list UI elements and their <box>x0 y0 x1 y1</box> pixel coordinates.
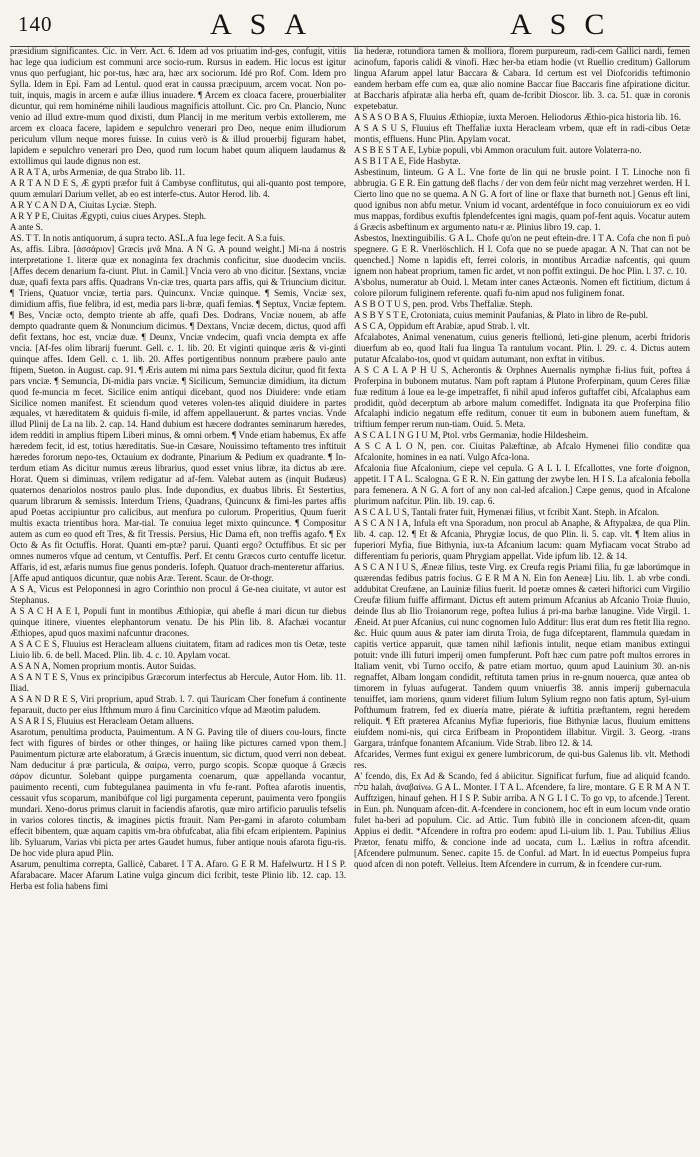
dictionary-entry: Asarum, penultima correpta, Gallicè, Cabaret. I T A. Afaro. G E R M. Hafelwurtz. H I S P. Afarabacare. Macer Afarum Latine vulga gincum dici fcribit, teste Plinio lib. 12. cap. 13. Herba est folia habens fimi <box>10 858 346 891</box>
dictionary-entry: Asbestos, Inextinguibilis. G A L. Chofe qu'on ne peut eftein-dre. I T A. Cofa che non fi può spegnere. G E R. Vnerlöschlich. H I. Cofa que no se puede apagar. A N. That can not be quenched.] Nome n lapidis eft, ferrei coloris, in montibus Arcadiæ nafcentis, qui quum ignem non habeat proprium, tamen fic ardet, vt non poffit extingui. De hoc Plin. l. 37. c. 10. <box>354 232 690 276</box>
dictionary-entry: A R A T A, urbs Armeniæ, de qua Strabo lib. 11. <box>10 166 185 177</box>
dictionary-entry: Asarotum, penultima producta, Pauimentum. A N G. Paving tile of diuers cou-lours, fincte fect with figures of birdes or other thinges, or haiing like pictures carned vpon them.] Pauimentum picturæ arte elaboratum, á Græcis inuentum, sic dictum, quod verri non debeat. Nam deducitur á præ particula, & σαίρω, verro, purgo scopis. Scopæ quoque á Græcis σάρον dicuntur. Solebant quippe purgamenta coenarum, quæ appellanda vocantur, pauimento recenti, cum fubtegulanea pauimenta in vfu fe-rant. Poftea afarotis inuentis, cessauit vfus scoparum, manibúfque col ligi purgamenta ceperunt, pauimenta vero fpongiis mundari. Xeno-dorus primus claruit in faciendis afarotis, quæ miro artificio paruulis tefselis in varios colores tinctis, & imagines pictis ftrauit. Nam Per-gami in afaroto columbam effecit bibentem, quæ aquam capitis vm-bra obfufcabat, alia fibi efcam eripientem. Papinius lib. Syluarum, Varias vbi picta per artes Gaudet humus, fuber antique nouis afarota figu-ris. De hoc vide plura apud Plin. <box>10 727 346 858</box>
right-column <box>354 46 690 1151</box>
left-column <box>10 46 346 1151</box>
dictionary-entry: A S A N D R E S, Viri proprium, apud Strab. l. 7. qui Tauricam Cher fonefum á continente feparauit, ducto per eius Ifthmum muro á finu Carcinitico vfque ad Mæotim paludem. <box>10 694 346 716</box>
dictionary-entry: A'sbolus, numeratur ab Ouid. l. Metam inter canes Actæonis. Nomen eft fictitium, dictum á colore pilorum fuliginem referente. quafi fu-nim apud nos fuliginem fonat. <box>354 276 690 298</box>
dictionary-entry: lia hederæ, rotundiora tamen & molliora, florem purpureum, radi-cem Gallici nardi, femen acinofum, faporis calidi & vinofi. Hæc her-ba etiam hodie (vt Ruellio creditum) Gallorum lingua Afarum appel latur Baccara & Cabara. Id certum est vel Diofcoridis teftimonio eandem herbam effe cum ea, quæ alio nomine Baccar fiue Baccaris fine afpiratione dicitur. at Baccharis afpiratæ alia herba eft, quam de-fcribit Dioscor. lib. 3. ca. 51. quæ in coronis expetebatur. <box>354 46 690 111</box>
dictionary-entry: A S A C H A E I, Populi funt in montibus Æthiopiæ, qui abefle á mari dicun tur diebus quinque itinere, viuentes elephantorum venatu. De his Plin lib. 8. Afachæi vocantur Æthiopes, apud quos maximi nafcuntur dracones. <box>10 606 346 639</box>
dictionary-entry: [Affe apud antiquos dicuntur, quæ nobis Aræ. Terent. Scaur. de Or-thogr. <box>10 573 274 584</box>
running-head-right: ASC <box>510 8 623 41</box>
dictionary-entry: As, affis. Libra. [ἀσσάριον] Græcis μνᾶ Mna. A N G. A pound weight.] Mi-na á nostris interpretatione 1. literæ quæ ex nonaginta fex drachmis conficitur, siue duodecim vnciis. [Affes decem denarium fa-ciunt. Plut. in Camil.] Vncia vero ab vno dicitur. [Sextans, vnciæ duæ, quafi fexta pars affis. Quadrans Vn-ciæ tres, quarta pars affis, qui & Triuncium dicitur. ¶ Triens, Quatuor vnciæ, tertia pars. Quincunx. Vnciæ quinque. ¶ Semis, Vnciæ sex, dimidium affis, fiue felibra, id est, media pars li-bræ, quafi femias. ¶ Septux, Vnciæ feptem. ¶ Bes, Vnciæ octo, dempto triente ab affe, quafi Des. Dodrans, Vnciæ nouem, ab affe dempto quadrante quem & Nonuncium dicimus. ¶ Dextans, Vnciæ decem, dictus, quod affi defit fextans, hoc est, vnciæ duæ. ¶ Deunx, Vnciæ vndecim, quafi vncia dempta ex affe vncia. [Af-fes olim librarij fuerunt. Gell. c. 1. lib. 20. Et viginti quinque æris & vi-ginti quinque affes. Idem Gell. c. 1. lib. 20. Affes portigentibus nonnum præbere paulo ante ftipem, Sueton. in August. cap. 91. ¶ Æris autem mi nima pars Sextula dicitur, quod fit fexta pars vnciæ. ¶ Semuncia, Di-midia pars vnciæ. ¶ Sicilicum, Semunciæ dimidium, ita dictum quod fe-muncia m fecet. Sicilice enim antiqui dicebant, quod nos Diuidere: vnde etiam Sicilice nomen manifest. Et sciendum quod veteres volen-tes aliquid diuidere in partes æquales, vt hæreditatem & quiduis fi-mile, id affem appellauerunt. & partes vncias. Vnde illud Plinij de La na lib. 2. cap. 14. Hand dubium est hæcere dodrantes seminarum hæredes, idem redditi in amplius ftipem Liberi minus, & omni orbem. ¶ Vnde etiam habemus, Ex affe hæredem fecit, id est, totius hæreditatis. Sue-in Cæsare, Nouissimo teftamento tres inftituit hæredes fororum nepo-tes, Octauium ex dodrante, Pinarium & Pedium ex quadrante. ¶ In-terdum etiam As dicitur numus æreus librarius, quod esset vnius libræ, ita dictus ab ære. Horat. Quem si diminuas, vrilem redigatur ad af-fem. Valebat autem as (inquit Budæus) quaternos denariolos nostros paulo plus. Inde dupondius, ex duabus libris. Et Sestertius, quarum librarum & semissis. Interdum Triens, Quadrans, Quincunx & fimi-les partes affis apud Poetas accipiuntur pro calicibus, aut menfura po culorum. Properitius, Quum fuerit multis exacta trientibus hora. Mar-tial. Te conuiua leget mixto quincunce. ¶ Compositur autem as cum eo quod eft Tres, & fit Tressis. Persius, Hic Dama eft, non treffis agafo. ¶ Ex Octo & As fit Octuffis. Horat. Quanti em-ptæ? parui. Quanti ergo? Octuffibus. Et sic per omnes numeros vfque ad centum, vt Centuffis. Perf. Et centu Græcos curto centuffe licetur. Affaris, id est, æfaris numus fiue genus ponderis. Iofeph. Quatuor drach-menteretur affarius. <box>10 243 346 573</box>
dictionary-entry: A S A S O B A S, Fluuius Æthiopiæ, iuxta Meroen. Heliodorus Æthio-pica historia lib. 16. <box>354 111 681 122</box>
dictionary-entry: A S A C E S, Fluuius est Heracleam alluens ciuitatem, fitam ad radices mon tis Oetæ, teste Liuio lib. 6. de bell. Maced. Plin. lib. 4. c. 10. Apylam vocat. <box>10 639 346 661</box>
dictionary-entry: A S A S U S, Fluuius eft Theffaliæ iuxta Heracleam vrbem, quæ eft in radi-cibus Oetæ montis, effluens. Hunc Plin. Apylam vocat. <box>354 122 690 144</box>
dictionary-entry: A S A N A, Nomen proprium montis. Autor Suidas. <box>10 661 196 672</box>
dictionary-entry: Afcalonia fiue Afcalonium, ciepe vel cepula. G A L L I. Efcallottes, vne forte d'oignon, appetit. I T A L. Scalogna. G E R. N. Ein gattung der zwybe len. H I S. La afcalonia febolla para femenera. A N G. A fort of any non cal-led afcalion.] Cæpe genus, quod in Afcalone plurimum nafcitur. Plin. lib. 19. cap. 6. <box>354 463 690 507</box>
running-head-left: ASA <box>210 8 325 41</box>
dictionary-entry: Afcarides, Vermes funt exigui ex genere lumbricorum, de qui-bus Galenus lib. vlt. Methodi res. <box>354 749 690 770</box>
dictionary-entry: A S B Y S T E, Crotoniata, cuius meminit Paufanias, & Plato in libro de Re-publ. <box>354 309 649 320</box>
dictionary-entry: A S B O T U S, pen. prod. Vrbs Theffaliæ. Steph. <box>354 298 533 309</box>
dictionary-entry: A S A, Vicus est Peloponnesi in agro Corinthio non procul á Ge-nea ciuitate, vt autor est Stephanus. <box>10 584 346 606</box>
dictionary-entry: A S A N T E S, Vnus ex principibus Græcorum interfectus ab Hercule, Autor Hom. lib. 11. Iliad. <box>10 672 346 694</box>
dictionary-entry: A S C A L I N G I U M, Ptol. vrbs Germaniæ, hodie Hildesheim. <box>354 430 589 441</box>
dictionary-entry: A S C A N I A, Infula eft vna Sporadum, non procul ab Anaphe, & Aftypalæa, de qua Plin. lib. 4. cap. 12. ¶ Et & Afcania, Phrygiæ locus, de quo Plin. li. 5. cap. vlt. ¶ Item alius in fuperiori Myfia, fiue Bithynia, iux-ta Afcanium lacum: quam Myfiacam vocat Strabo ad differentiam fu perioris, quam Phrygiam appellat. Vide ipfum lib. 12. & 14. <box>354 518 690 562</box>
dictionary-entry: A' fcendo, dis, Ex Ad & Scando, fed á abiicitur. Significat furfum, fiue ad aliquid fcando. ‏עלה‎ halah, ἀναβαίνω. G A L. Monter. I T A L. Afcendere, fa lire, montare. G E R M A N T. Aufftzigen, hinauf gehen. H I S P. Subir arriba. A N G L I C. To go vp, to afcende.] Terent. in Eun. ph. Nunquam afcen-dit. A-fcendere in concionem, hoc eft in eum locum vnde oratio fulet ha-beri ad populum. Cic. ad Attic. Tum fubitò ille in concionem afcen-dit, quam Appius ei dedit. *Afcendere in roftra pro eodem: apud Li-uium lib. 1. Pau. Tubilius Ælius Prætor, fenatu miffo, & concione inde ad uocata, cum L. Lælius in roftra afcendit. [Afcendere pulmunum. Senec. capite 15. de Conful. ad Mart. In id euectus Pompeius fupra quod afcen di non poteft. Velleius. Item Afcendere in currum, & in fcendere cur-rum. <box>354 770 690 869</box>
dictionary-entry: A S C A L O N, pen. cor. Ciuitas Palæftinæ, ab Afcalo Hymenei filio conditæ qua Afcalonite, homines in ea nati. Vulgo Afca-lona. <box>354 441 690 463</box>
page-number: 140 <box>18 12 53 36</box>
text-columns <box>10 46 690 1151</box>
dictionary-entry: A R Y C A N D A, Ciuitas Lyciæ. Steph. <box>10 199 157 210</box>
dictionary-entry: A R Y P E, Ciuitas Ægypti, cuius ciues Arypes. Steph. <box>10 210 207 221</box>
dictionary-entry: A S C A, Oppidum eft Arabiæ, apud Strab. l. vlt. <box>354 320 530 331</box>
dictionary-entry: A S C A N I U S, Æneæ filius, teste Virg. ex Creufa regis Priami filia, fu gæ laborúmque in quærendas fedibus patris focius. G E R M A N. Ein fon Aeneæ] Liu. lib. 1. ab vrbe condi. addubitat Creufæne, an Lauiniæ filius fuerit. Id poetæ omnes & cæteri hiftorici cum Virgilio Creufæ filium fuiffe affirmant. Dictus eft autem primum Afcanius ab Afcanio Troiæ fluuio, deinde Ilus ab Ilio Troianorum rege, poftea Iulius á pri-ma barbæ lanugine. Vide Virgil. 1. Æneid. At puer Afcanius, cui nunc cognomen Iulo Additur: Ilus erat dum res ftetit Ilia regno. &c. Huic quum auus & pater iam diruta Troia, de fuga difceptarent, flammula quædam in capitis vertice apparuit, quæ tamen nihil læfionis intulit, neque etiam manibus extingui potuit: vnde illi futuri imperij omen fumpferunt. Poft hæc cum patre poft multos errores in Italiam venit, vbi Turno occifo, & patre etiam mortuo, quum apud Lauinium 30. an-nis regnaffet, Albam longam condidit, reftituta tamen prius in re-gnum nouerca, quæ antea ob timorem in fyluas aufugerat. Tandem quum vniuerfis 38. annis imperij gubernacula tenuiffet, iam moriens, quum videret filium Iulum Sylium regno non fatis aptum, Syl-uium Pofthumum fratrem, fed ex diuería matre, piérate & iuftitia præftantem, regni heredem reliquit. ¶ Eft præterea Afcanius Myfiæ fuperioris, fiue Bithyniæ lacus, fluuium emittens eiufdem nomi-nis, qui circa Erifbeam in Propontidem illabitur. Virgil. 3. Georg. -trans Gargara, tránfque fonantem Afcanium. Vide Strab. libro 12. & 14. <box>354 562 690 749</box>
dictionary-entry: A S C A L A P H U S, Acherontis & Orphnes Auernalis nymphæ fi-lius fuit, poftea á Proferpina in bubonem mutatus. Nam poft raptam á Plutone Proferpinam, quum Ceres filiæ fuæ reditum á Ioue ea le-ge impetraffet, fi nihil apud inferos guftaffet cibi, Afcalaphus eam prodidit, quòd decerptum ab arbore malum comediffet. Indignata ita que Proferpina filio Afcalaphi indicio negatum effe reditum, conuer tit eum in bubonem auem funeftam, & triftium femper rerum nun-tiam. Ouid. 5. Meta. <box>354 364 690 430</box>
dictionary-entry: præsidium significantes. Cic. in Verr. Act. 6. Idem ad vos priuatim ind-ges, confugit, vitiis hac lege qua iudicium est communi arce socio-rum. Rursus in eadem. Hic locus est igitur vnus quo perfugiant, hic por-tus, hæc ara, hæc arx sociorum. Idé pro Rof. Com. Idem pro Sylla. Idem in Epi. Fam ad Lentul. quod erat in caussa præcipuum, arcem vocat. Non po-tuit, inquis, magis in arcem e aufæ illius inuadere. ¶ Arcem ex cloaca facere, prouerbialiter dicuntur, qui rem hominéme nihili laudious magnificis attollunt. Cic. pro Cn. Plancio, Nunc venio ad illud extre-mum quod dixisti, dum Plancij in me meritum verbis extollerem, me arcem ex cloaca facere, lapidem e sepulchro venerari pro Deo, neque enim illudiorum periculum vllum neque mores fuisse. In cuius verò is & illud prouerbij figuram habet, lapidem e sepulchro venerari pro Deo, quod rum locum habet quum aliquem laudamus & extollimus qui laude dignus non est. <box>10 46 346 166</box>
dictionary-entry: A ante S. <box>10 221 43 232</box>
dictionary-entry: A S B E S T A E, Lybiæ populi, vbi Ammon oraculum fuit. autore Volaterra-no. <box>354 144 642 155</box>
dictionary-entry: Asbestinum, linteum. G A L. Vne forte de lin qui ne brusle point. I T. Linoche non fi abbrugia. G E R. Ein gattung deß flachs / der von dem feür nicht mag verzehret werden. H I. Cierto lino que no se quema. A N G. A fort of line or flaxe that burneth not.] Genus eft lini, quod ignibus non abfu metur. Vnium id vocant, ardentéfque in foco conuiuiorum ex eo vidi mus mappas, fordibus exuftis fplendefcentes igni magis, quam pof-fent aquis. Vocatur autem á Græcis asbeftinum ex argumento natu-r æ. Plinius libro 19. cap. 1. <box>354 166 690 232</box>
dictionary-entry: Afcalabotes, Animal venenatum, cuius generis ftellionú, leti-gine plenum, acerbi ftridoris diuerfum ab eo, quod Itali fua lingua Ta rantulum vocant. Plin. l. 29. c. 4. Dictus autem putatur Afcalabo-tos, quod vt quidam autumant, non exftat in vitibus. <box>354 331 690 364</box>
running-head <box>10 10 690 47</box>
dictionary-entry: AS. T T. In notis antiquorum, á supra tecto. ASL.A fua lege fecit. A S.a fuis. <box>10 232 285 243</box>
dictionary-entry: A R T A N D E S, Æ gypti præfor fuit á Cambyse conflitutus, qui ali-quanto post tempore, quum æmularí Darium vellet, ab eo est interfe-ctus. Autor Herod. lib. 4. <box>10 177 346 199</box>
dictionary-entry: A S B I T A E, Fide Hasbytæ. <box>354 155 461 166</box>
dictionary-entry: A S A R I S, Fluuius est Heracleam Oetam alluens. <box>10 716 194 727</box>
dictionary-entry: A S C A L U S, Tantali frater fuit, Hymenæi filius, vt fcribit Xant. Steph. in Afcalon. <box>354 507 660 518</box>
